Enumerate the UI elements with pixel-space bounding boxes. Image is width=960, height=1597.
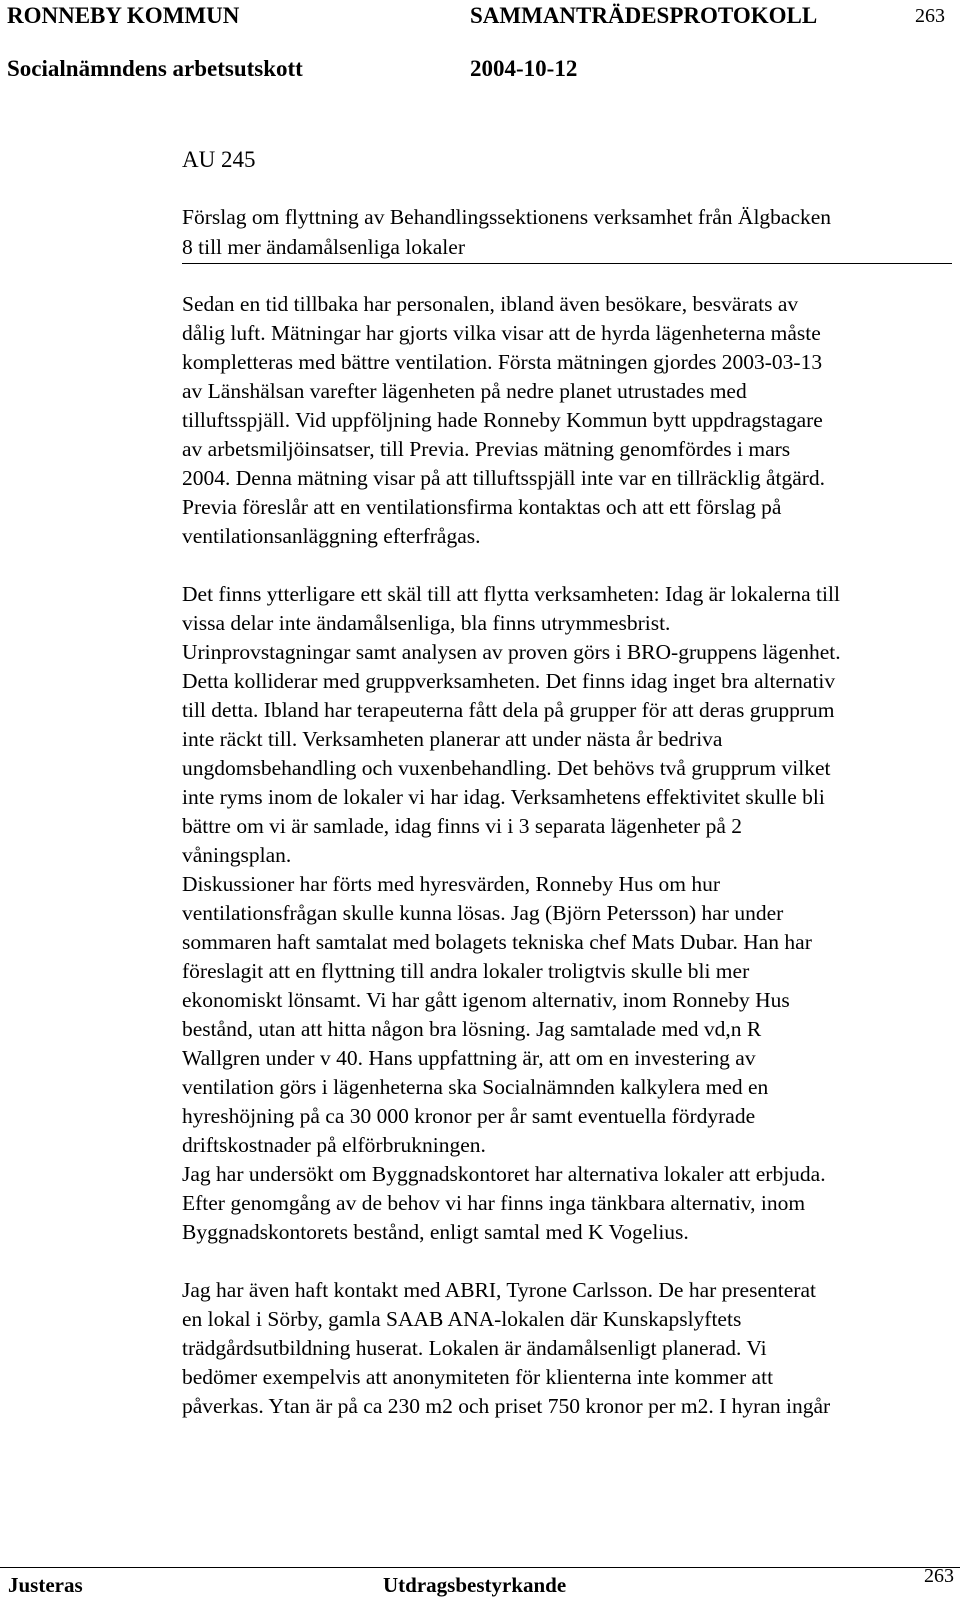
text-line: tilluftsspjäll. Vid uppföljning hade Ronneby Kommun bytt uppdragstagare xyxy=(182,408,823,432)
section-number: AU 245 xyxy=(182,147,256,172)
text-line: driftskostnader på elförbrukningen. xyxy=(182,1133,486,1157)
text-line: bedömer exempelvis att anonymiteten för klienterna inte kommer att xyxy=(182,1365,774,1389)
text-line: en lokal i Sörby, gamla SAAB ANA-lokalen där Kunskapslyftets xyxy=(182,1307,742,1331)
text-line: vissa delar inte ändamålsenliga, bla finns utrymmesbrist. xyxy=(182,611,671,635)
committee-name: Socialnämndens arbetsutskott xyxy=(7,56,303,81)
text-line: ungdomsbehandling och vuxenbehandling. Det behövs två grupprum vilket xyxy=(182,756,831,780)
text-line: bestånd, utan att hitta någon bra lösning. Jag samtalade med vd,n R xyxy=(182,1017,762,1041)
text-line: sommaren haft samtalat med bolagets tekniska chef Mats Dubar. Han har xyxy=(182,930,812,954)
text-line: ventilationsfrågan skulle kunna lösas. Jag (Björn Petersson) har under xyxy=(182,901,784,925)
section-title-line: 8 till mer ändamålsenliga lokaler xyxy=(182,235,465,259)
text-line: Previa föreslår att en ventilationsfirma kontaktas och att ett förslag på xyxy=(182,495,782,519)
text-line: Jag har även haft kontakt med ABRI, Tyrone Carlsson. De har presenterat xyxy=(182,1278,816,1302)
body-text xyxy=(182,290,957,1421)
text-line: inte ryms inom de lokaler vi har idag. Verksamhetens effektivitet skulle bli xyxy=(182,785,825,809)
text-line: 2004. Denna mätning visar på att tilluftsspjäll inte var en tillräcklig åtgärd. xyxy=(182,466,826,490)
text-line: Diskussioner har förts med hyresvärden, Ronneby Hus om hur xyxy=(182,872,721,896)
paragraph-ventilation xyxy=(182,290,957,551)
text-line: Urinprovstagningar samt analysen av proven görs i BRO-gruppens lägenhet. xyxy=(182,640,841,664)
page-number: 263 xyxy=(915,5,945,27)
text-line: hyreshöjning på ca 30 000 kronor per år samt eventuella fördyrade xyxy=(182,1104,756,1128)
text-line: trädgårdsutbildning huserat. Lokalen är ändamålsenligt planerad. Vi xyxy=(182,1336,767,1360)
section-title-line: Förslag om flyttning av Behandlingssektionens verksamhet från Älgbacken xyxy=(182,205,832,229)
footer-utdragsbestyrkande: Utdragsbestyrkande xyxy=(383,1573,567,1597)
text-line: ventilation görs i lägenheterna ska Socialnämnden kalkylera med en xyxy=(182,1075,769,1099)
text-line: ekonomiskt lönsamt. Vi har gått igenom alternativ, inom Ronneby Hus xyxy=(182,988,790,1012)
footer-rule xyxy=(0,1567,960,1568)
text-line: Efter genomgång av de behov vi har finns inga tänkbara alternativ, inom xyxy=(182,1191,806,1215)
text-line: Jag har undersökt om Byggnadskontoret har alternativa lokaler att erbjuda. xyxy=(182,1162,826,1186)
text-line: kompletteras med bättre ventilation. Första mätningen gjordes 2003-03-13 xyxy=(182,350,823,374)
text-line: av arbetsmiljöinsatser, till Previa. Previas mätning genomfördes i mars xyxy=(182,437,791,461)
text-line: dålig luft. Mätningar har gjorts vilka visar att de hyrda lägenheterna måste xyxy=(182,321,821,345)
text-line: Sedan en tid tillbaka har personalen, ibland även besökare, besvärats av xyxy=(182,292,799,316)
text-line: Detta kolliderar med gruppverksamheten. Det finns idag inget bra alternativ xyxy=(182,669,836,693)
text-line: bättre om vi är samlade, idag finns vi i 3 separata lägenheter på 2 xyxy=(182,814,742,838)
municipality-name: RONNEBY KOMMUN xyxy=(7,3,240,28)
text-line: Wallgren under v 40. Hans uppfattning är, att om en investering av xyxy=(182,1046,756,1070)
text-line: Det finns ytterligare ett skäl till att flytta verksamheten: Idag är lokalerna till xyxy=(182,582,840,606)
paragraph-reasons xyxy=(182,580,957,1247)
paragraph-abri xyxy=(182,1276,957,1421)
meeting-date: 2004-10-12 xyxy=(470,56,578,81)
footer-page-number: 263 xyxy=(924,1565,954,1587)
text-line: påverkas. Ytan är på ca 230 m2 och priset 750 kronor per m2. I hyran ingår xyxy=(182,1394,831,1418)
text-line: Byggnadskontorets bestånd, enligt samtal med K Vogelius. xyxy=(182,1220,689,1244)
text-line: av Länshälsan varefter lägenheten på nedre planet utrustades med xyxy=(182,379,747,403)
text-line: inte räckt till. Verksamheten planerar att under nästa år bedriva xyxy=(182,727,723,751)
text-line: våningsplan. xyxy=(182,843,292,867)
text-line: ventilationsanläggning efterfrågas. xyxy=(182,524,481,548)
section-title xyxy=(182,202,952,264)
document-type: SAMMANTRÄDESPROTOKOLL xyxy=(470,3,818,28)
text-line: föreslagit att en flyttning till andra lokaler troligtvis skulle bli mer xyxy=(182,959,750,983)
text-line: till detta. Ibland har terapeuterna fått dela på grupper för att deras grupprum xyxy=(182,698,835,722)
footer-justeras: Justeras xyxy=(8,1573,83,1597)
